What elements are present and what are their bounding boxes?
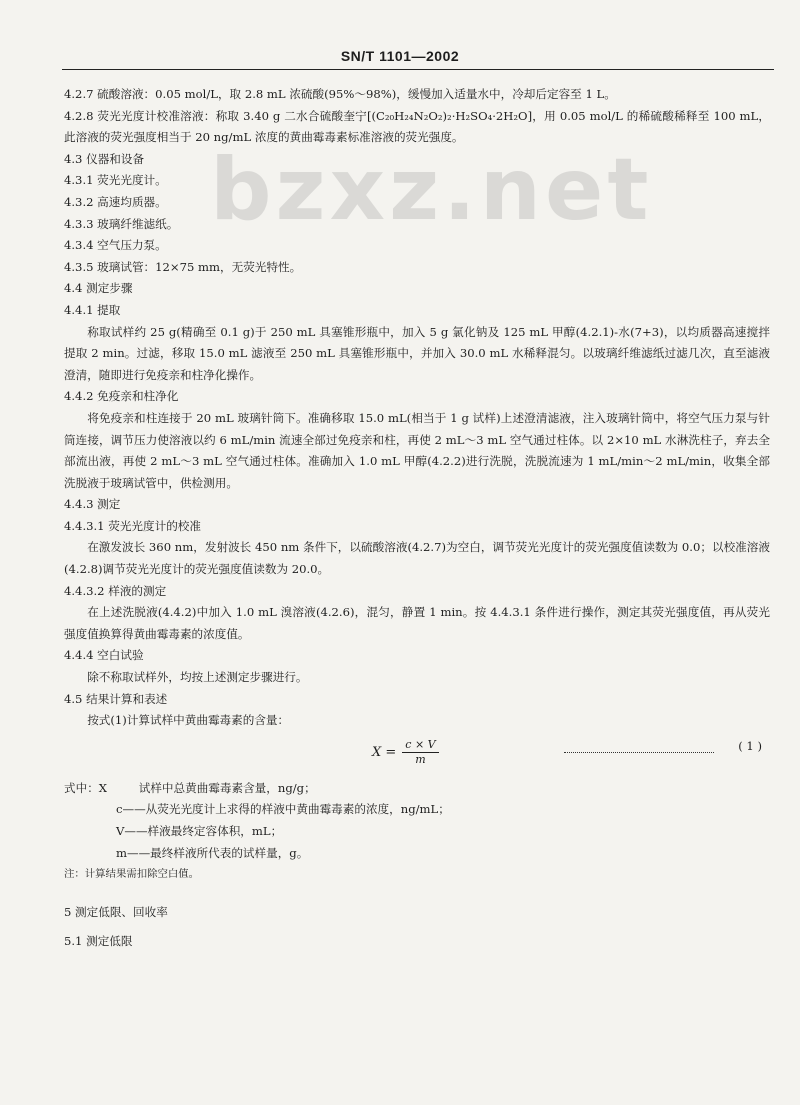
heading-4-4-3-1: 4.4.3.1 荧光光度计的校准 [64,518,201,533]
variable-c: c——从荧光光度计上求得的样液中黄曲霉毒素的浓度，ng/mL； [116,802,450,817]
clause-4-3-5: 4.3.5 玻璃试管：12×75 mm，无荧光特性。 [64,259,302,274]
heading-4-4-1: 4.4.1 提取 [64,302,121,317]
where-x-desc: 试样中总黄曲霉毒素含量，ng/g； [138,780,316,795]
heading-4-4: 4.4 测定步骤 [64,281,133,296]
where-x [64,778,770,800]
clause-4-3-1: 4.3.1 荧光光度计。 [64,173,167,188]
calc-note: 注：计算结果需扣除空白值。 [64,868,200,881]
paragraph-4-4-3-1: 在激发波长 360 nm，发射波长 450 nm 条件下，以硫酸溶液(4.2.7)为空白，调节荧光光度计的荧光强度值读数为 0.0；以校准溶液(4.2.8)调节荧光光度计的荧光强度值读数为 20.0。 [64,540,770,577]
paragraph-4-4-2: 将免疫亲和柱连接于 20 mL 玻璃针筒下。准确移取 15.0 mL(相当于 1 g 试样)上述澄清滤液，注入玻璃针筒中，将空气压力泵与针筒连接，调节压力使溶液以约 6 mL/min 流速全部过免疫亲和柱，再使 2 mL～3 mL 空气通过柱体。以 2×10 mL 水淋洗柱子，弃去全部流出液，再使 2 mL～3 mL 空气通过柱体。准确加入 1.0 mL 甲醇(4.2.2)进行洗脱，洗脱流速为 1 mL/min～2 mL/min，收集全部洗脱液于玻璃试管中，供检测用。 [64,410,770,490]
heading-4-3: 4.3 仪器和设备 [64,151,145,166]
formula-denominator: m [415,752,426,766]
heading-4-4-4: 4.4.4 空白试验 [64,648,144,663]
heading-5: 5 测定低限、回收率 [64,904,168,919]
heading-4-4-2: 4.4.2 免疫亲和柱净化 [64,389,179,404]
formula-number: ( 1 ) [738,738,762,753]
paragraph-4-4-4: 除不称取试样外，均按上述测定步骤进行。 [87,670,308,685]
heading-4-4-3: 4.4.3 测定 [64,497,121,512]
formula-fraction [402,738,438,767]
variable-list [64,799,770,864]
header-rule [62,69,774,70]
paragraph-4-4-1: 称取试样约 25 g(精确至 0.1 g)于 250 mL 具塞锥形瓶中，加入 5 g 氯化钠及 125 mL 甲醇(4.2.1)-水(7+3)，以均质器高速搅拌提取 2 min。过滤，移取 15.0 mL 滤液至 250 mL 具塞锥形瓶中，并加入 30.0 mL 水稀释混匀。以玻璃纤维滤纸过滤几次，直至滤液澄清，随即进行免疫亲和柱净化操作。 [64,324,770,382]
clause-4-2-8: 4.2.8 荧光光度计校准溶液：称取 3.40 g 二水合硫酸奎宁[(C₂₀H₂₄N₂O₂)₂·H₂SO₄·2H₂O]，用 0.05 mol/L 的稀硫酸稀释至 100 mL，此溶液的荧光强度相当于 20 ng/mL 浓度的黄曲霉毒素标准溶液的荧光强度。 [64,108,770,145]
standard-code-header: SN/T 1101—2002 [340,48,460,64]
formula-expression [372,738,439,767]
heading-4-4-3-2: 4.4.3.2 样液的测定 [64,583,167,598]
formula-numerator: c × V [402,738,438,753]
paragraph-4-5: 按式(1)计算试样中黄曲霉毒素的含量： [87,713,290,728]
formula-leader-dots [564,744,714,753]
heading-5-1: 5.1 测定低限 [64,934,133,949]
clause-4-3-4: 4.3.4 空气压力泵。 [64,238,167,253]
variable-m: m——最终样液所代表的试样量，g。 [116,845,309,860]
document-body [64,84,770,953]
formula-1 [64,734,770,774]
clause-4-3-3: 4.3.3 玻璃纤维滤纸。 [64,216,179,231]
heading-4-5: 4.5 结果计算和表述 [64,691,168,706]
variable-v: V——样液最终定容体积，mL； [116,824,283,838]
paragraph-4-4-3-2: 在上述洗脱液(4.4.2)中加入 1.0 mL 溴溶液(4.2.6)，混匀，静置 1 min。按 4.4.3.1 条件进行操作，测定其荧光强度值，再从荧光强度值换算得黄曲霉毒素的浓度值。 [64,605,770,641]
formula-lhs: X = [372,744,397,760]
where-lead: 式中：X [64,780,108,795]
watermark: bzxz.net [210,140,653,240]
clause-4-3-2: 4.3.2 高速均质器。 [64,194,167,209]
clause-4-2-7: 4.2.7 硫酸溶液：0.05 mol/L，取 2.8 mL 浓硫酸(95%～98%)，缓慢加入适量水中，冷却后定容至 1 L。 [64,87,616,101]
